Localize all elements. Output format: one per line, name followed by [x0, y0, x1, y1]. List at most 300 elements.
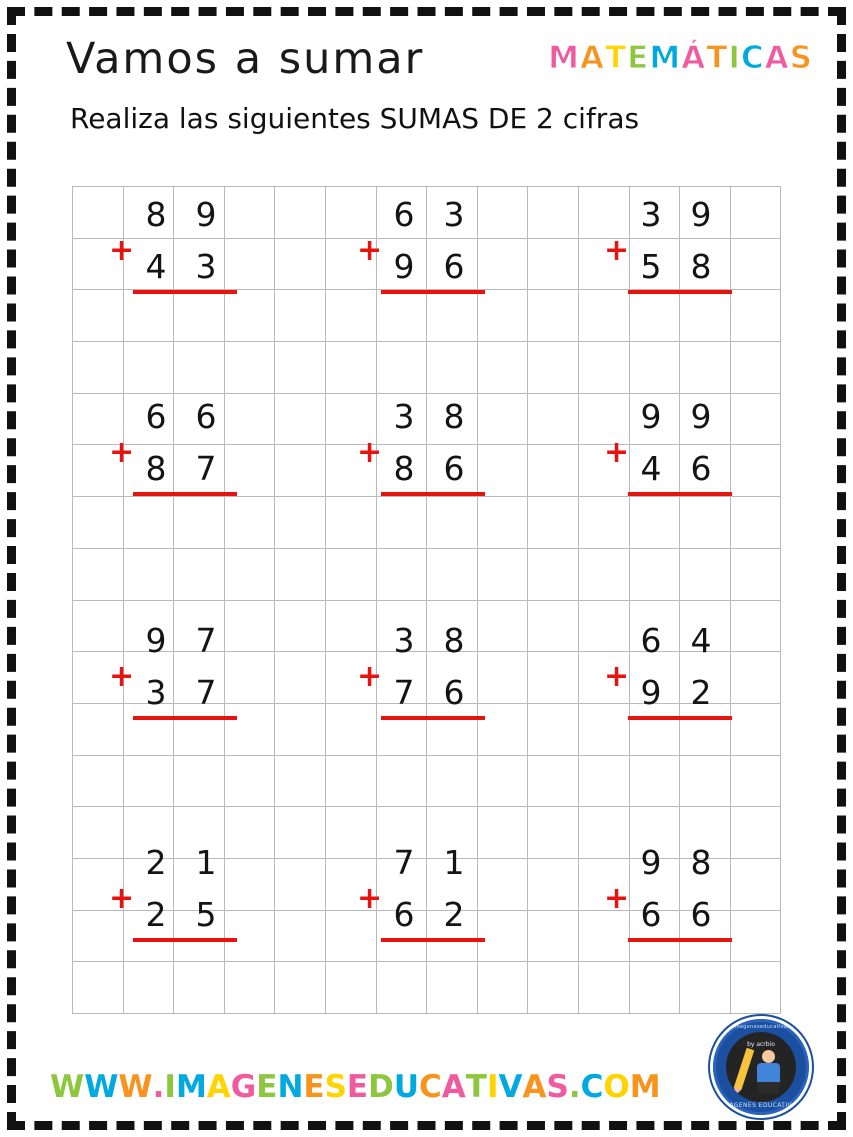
grid-cell[interactable]: [376, 652, 427, 704]
grid-cell[interactable]: [73, 393, 124, 445]
grid-cell[interactable]: [376, 342, 427, 394]
grid-cell[interactable]: [730, 445, 781, 497]
grid-cell[interactable]: [174, 652, 225, 704]
grid-cell[interactable]: [578, 187, 629, 239]
grid-cell[interactable]: [224, 497, 275, 549]
grid-cell[interactable]: [275, 755, 326, 807]
addend2-tens: 5: [640, 247, 662, 286]
grid-cell[interactable]: [123, 342, 174, 394]
grid-cell[interactable]: [123, 445, 174, 497]
grid-cell[interactable]: [123, 652, 174, 704]
grid-cell[interactable]: [629, 445, 680, 497]
footer-url-letter: T: [465, 1069, 487, 1105]
grid-cell[interactable]: [528, 290, 579, 342]
grid-cell[interactable]: [578, 807, 629, 859]
grid-cell[interactable]: [730, 910, 781, 962]
grid-cell[interactable]: [730, 858, 781, 910]
grid-cell[interactable]: [528, 238, 579, 290]
grid-cell[interactable]: [477, 600, 528, 652]
grid-cell[interactable]: [730, 703, 781, 755]
footer-url-letter: C: [419, 1069, 442, 1105]
grid-cell[interactable]: [730, 600, 781, 652]
addend2-tens: 8: [393, 449, 415, 488]
grid-cell[interactable]: [730, 342, 781, 394]
grid-cell[interactable]: [376, 238, 427, 290]
grid-cell[interactable]: [629, 342, 680, 394]
footer-url-letter: A: [206, 1069, 231, 1105]
grid-cell[interactable]: [275, 548, 326, 600]
grid-row: [73, 807, 781, 859]
footer-url-letter: W: [84, 1069, 119, 1105]
grid-cell[interactable]: [427, 445, 478, 497]
grid-cell[interactable]: [680, 703, 731, 755]
addend2-ones: 6: [443, 247, 465, 286]
grid-cell[interactable]: [427, 548, 478, 600]
grid-cell[interactable]: [477, 187, 528, 239]
grid-cell[interactable]: [275, 807, 326, 859]
grid-cell[interactable]: [477, 962, 528, 1014]
addend2-tens: 9: [640, 673, 662, 712]
grid-cell[interactable]: [680, 445, 731, 497]
addend1-ones: 9: [195, 195, 217, 234]
grid-cell[interactable]: [325, 393, 376, 445]
grid-cell[interactable]: [578, 445, 629, 497]
grid-cell[interactable]: [680, 858, 731, 910]
grid-cell[interactable]: [427, 393, 478, 445]
grid-row: [73, 703, 781, 755]
grid-cell[interactable]: [275, 962, 326, 1014]
grid-cell[interactable]: [730, 755, 781, 807]
grid-cell[interactable]: [73, 290, 124, 342]
footer-url-letter: U: [393, 1069, 420, 1105]
subject-letter: Á: [681, 40, 707, 76]
footer-url-letter: G: [230, 1069, 257, 1105]
grid-cell[interactable]: [123, 497, 174, 549]
addend1-ones: 1: [195, 843, 217, 882]
grid-cell[interactable]: [73, 445, 124, 497]
grid-cell[interactable]: [528, 600, 579, 652]
grid-cell[interactable]: [224, 858, 275, 910]
grid-cell[interactable]: [578, 290, 629, 342]
grid-cell[interactable]: [629, 600, 680, 652]
grid-cell[interactable]: [174, 858, 225, 910]
grid-cell[interactable]: [224, 342, 275, 394]
grid-cell[interactable]: [73, 548, 124, 600]
grid-cell[interactable]: [376, 910, 427, 962]
footer-url-letter: W: [50, 1069, 85, 1105]
grid-cell[interactable]: [477, 652, 528, 704]
grid-cell[interactable]: [275, 652, 326, 704]
grid-cell[interactable]: [629, 652, 680, 704]
grid-cell[interactable]: [325, 807, 376, 859]
addend1-ones: 1: [443, 843, 465, 882]
site-logo-badge: [713, 1019, 809, 1115]
grid-cell[interactable]: [578, 962, 629, 1014]
grid-cell[interactable]: [73, 858, 124, 910]
grid-cell[interactable]: [680, 393, 731, 445]
grid-cell[interactable]: [275, 600, 326, 652]
addend2-ones: 5: [195, 895, 217, 934]
grid-cell[interactable]: [578, 910, 629, 962]
addend2-tens: 9: [393, 247, 415, 286]
footer-url-letter: V: [498, 1069, 523, 1105]
grid-cell[interactable]: [629, 187, 680, 239]
grid-cell[interactable]: [174, 703, 225, 755]
grid-cell[interactable]: [629, 962, 680, 1014]
grid-cell[interactable]: [730, 393, 781, 445]
grid-cell[interactable]: [224, 393, 275, 445]
addend1-tens: 2: [145, 843, 167, 882]
grid-cell[interactable]: [680, 497, 731, 549]
grid-cell[interactable]: [325, 342, 376, 394]
plus-operator: +: [604, 659, 630, 694]
addend1-ones: 3: [443, 195, 465, 234]
grid-cell[interactable]: [174, 755, 225, 807]
grid-cell[interactable]: [123, 858, 174, 910]
grid-cell[interactable]: [730, 962, 781, 1014]
grid-cell[interactable]: [224, 652, 275, 704]
grid-cell[interactable]: [680, 910, 731, 962]
grid-cell[interactable]: [477, 342, 528, 394]
grid-cell[interactable]: [578, 342, 629, 394]
grid-cell[interactable]: [528, 497, 579, 549]
grid-cell[interactable]: [123, 910, 174, 962]
grid-cell[interactable]: [174, 962, 225, 1014]
addend2-ones: 7: [195, 449, 217, 488]
grid-row: [73, 548, 781, 600]
grid-row: [73, 393, 781, 445]
grid-row: [73, 910, 781, 962]
footer-url-letter: S: [546, 1069, 569, 1105]
grid-cell[interactable]: [275, 703, 326, 755]
grid-cell[interactable]: [325, 445, 376, 497]
grid-cell[interactable]: [578, 652, 629, 704]
grid-cell[interactable]: [325, 548, 376, 600]
grid-cell[interactable]: [427, 652, 478, 704]
grid-cell[interactable]: [275, 497, 326, 549]
grid-cell[interactable]: [224, 445, 275, 497]
grid-row: [73, 962, 781, 1014]
grid-cell[interactable]: [325, 652, 376, 704]
grid-cell[interactable]: [224, 910, 275, 962]
grid-cell[interactable]: [629, 755, 680, 807]
grid-cell[interactable]: [224, 962, 275, 1014]
grid-cell[interactable]: [528, 962, 579, 1014]
grid-cell[interactable]: [427, 238, 478, 290]
grid-cell[interactable]: [174, 290, 225, 342]
grid-cell[interactable]: [73, 962, 124, 1014]
grid-cell[interactable]: [528, 342, 579, 394]
grid-cell[interactable]: [629, 548, 680, 600]
grid-cell[interactable]: [123, 703, 174, 755]
grid-cell[interactable]: [477, 548, 528, 600]
grid-cell[interactable]: [224, 600, 275, 652]
footer-website-url: [50, 1069, 661, 1105]
grid-cell[interactable]: [174, 187, 225, 239]
grid-cell[interactable]: [629, 238, 680, 290]
grid-cell[interactable]: [275, 290, 326, 342]
footer-url-letter: E: [256, 1069, 278, 1105]
grid-cell[interactable]: [73, 600, 124, 652]
plus-operator: +: [109, 881, 135, 916]
grid-cell[interactable]: [629, 393, 680, 445]
grid-cell[interactable]: [174, 807, 225, 859]
grid-cell[interactable]: [730, 290, 781, 342]
grid-cell[interactable]: [325, 290, 376, 342]
grid-cell[interactable]: [224, 807, 275, 859]
grid-cell[interactable]: [578, 497, 629, 549]
grid-cell[interactable]: [528, 858, 579, 910]
plus-operator: +: [109, 435, 135, 470]
child-head-icon: [762, 1050, 775, 1063]
grid-cell[interactable]: [578, 548, 629, 600]
grid-cell[interactable]: [73, 187, 124, 239]
addend1-tens: 3: [393, 397, 415, 436]
grid-cell[interactable]: [680, 962, 731, 1014]
addend2-tens: 4: [145, 247, 167, 286]
grid-cell[interactable]: [275, 342, 326, 394]
grid-cell[interactable]: [73, 755, 124, 807]
grid-cell[interactable]: [376, 393, 427, 445]
grid-cell[interactable]: [73, 910, 124, 962]
footer-url-letter: E: [303, 1069, 325, 1105]
grid-cell[interactable]: [174, 238, 225, 290]
grid-cell[interactable]: [73, 807, 124, 859]
grid-cell[interactable]: [325, 910, 376, 962]
grid-cell[interactable]: [477, 703, 528, 755]
grid-cell[interactable]: [224, 755, 275, 807]
grid-row: [73, 445, 781, 497]
grid-cell[interactable]: [680, 807, 731, 859]
grid-cell[interactable]: [578, 858, 629, 910]
addend1-tens: 6: [393, 195, 415, 234]
grid-cell[interactable]: [325, 755, 376, 807]
addend1-ones: 9: [690, 397, 712, 436]
grid-cell[interactable]: [427, 497, 478, 549]
plus-operator: +: [604, 233, 630, 268]
grid-cell[interactable]: [224, 548, 275, 600]
grid-cell[interactable]: [123, 548, 174, 600]
grid-cell[interactable]: [528, 652, 579, 704]
grid-cell[interactable]: [730, 807, 781, 859]
grid-cell[interactable]: [275, 238, 326, 290]
addend2-tens: 6: [393, 895, 415, 934]
grid-cell[interactable]: [174, 342, 225, 394]
grid-cell[interactable]: [376, 962, 427, 1014]
grid-cell[interactable]: [174, 393, 225, 445]
grid-cell[interactable]: [528, 445, 579, 497]
grid-cell[interactable]: [224, 238, 275, 290]
grid-cell[interactable]: [325, 858, 376, 910]
grid-cell[interactable]: [325, 703, 376, 755]
grid-row: [73, 238, 781, 290]
grid-cell[interactable]: [73, 342, 124, 394]
grid-cell[interactable]: [427, 858, 478, 910]
grid-cell[interactable]: [427, 342, 478, 394]
grid-cell[interactable]: [629, 497, 680, 549]
plus-operator: +: [357, 233, 383, 268]
grid-cell[interactable]: [123, 755, 174, 807]
addend1-ones: 8: [443, 397, 465, 436]
grid-cell[interactable]: [680, 187, 731, 239]
footer-url-letter: S: [324, 1069, 347, 1105]
grid-cell[interactable]: [477, 858, 528, 910]
footer-url-letter: W: [118, 1069, 153, 1105]
grid-cell[interactable]: [477, 445, 528, 497]
grid-cell[interactable]: [73, 238, 124, 290]
addend1-ones: 8: [690, 843, 712, 882]
pencil-icon: [734, 1048, 755, 1090]
grid-cell[interactable]: [275, 187, 326, 239]
grid-cell[interactable]: [528, 393, 579, 445]
footer-url-letter: A: [441, 1069, 466, 1105]
plus-operator: +: [604, 435, 630, 470]
grid-cell[interactable]: [376, 858, 427, 910]
footer-url-letter: N: [277, 1069, 304, 1105]
grid-cell[interactable]: [224, 290, 275, 342]
subject-letter: M: [649, 40, 682, 76]
grid-cell[interactable]: [376, 548, 427, 600]
subject-letter: T: [706, 40, 729, 76]
grid-cell[interactable]: [528, 910, 579, 962]
grid-cell[interactable]: [477, 238, 528, 290]
grid-cell[interactable]: [477, 910, 528, 962]
grid-cell[interactable]: [73, 497, 124, 549]
grid-cell[interactable]: [325, 497, 376, 549]
addend1-tens: 7: [393, 843, 415, 882]
grid-cell[interactable]: [174, 910, 225, 962]
footer-url-letter: C: [580, 1069, 604, 1105]
grid-cell[interactable]: [376, 187, 427, 239]
grid-cell[interactable]: [578, 393, 629, 445]
grid-cell[interactable]: [123, 807, 174, 859]
grid-cell[interactable]: [174, 548, 225, 600]
subject-letter: A: [764, 40, 790, 76]
addend1-tens: 9: [640, 843, 662, 882]
grid-cell[interactable]: [123, 600, 174, 652]
logo-author-text: by acrbio: [747, 1041, 775, 1048]
addend2-ones: 3: [195, 247, 217, 286]
grid-cell[interactable]: [275, 393, 326, 445]
grid-cell[interactable]: [376, 445, 427, 497]
grid-cell[interactable]: [427, 807, 478, 859]
child-body-icon: [757, 1063, 780, 1083]
grid-row: [73, 187, 781, 239]
grid-cell[interactable]: [528, 703, 579, 755]
grid-cell[interactable]: [174, 445, 225, 497]
grid-cell[interactable]: [578, 233, 630, 290]
grid-cell[interactable]: [73, 652, 124, 704]
grid-cell[interactable]: [376, 807, 427, 859]
grid-cell[interactable]: [427, 703, 478, 755]
grid-cell[interactable]: [376, 755, 427, 807]
grid-cell[interactable]: [325, 962, 376, 1014]
grid-cell[interactable]: [224, 187, 275, 239]
grid-cell[interactable]: [73, 703, 124, 755]
grid-cell[interactable]: [680, 548, 731, 600]
addend2-ones: 6: [443, 449, 465, 488]
grid-cell[interactable]: [528, 807, 579, 859]
grid-cell[interactable]: [224, 703, 275, 755]
grid-cell[interactable]: [275, 858, 326, 910]
grid-cell[interactable]: [629, 290, 680, 342]
grid-cell[interactable]: [629, 910, 680, 962]
grid-cell[interactable]: [325, 238, 376, 290]
grid-cell[interactable]: [730, 652, 781, 704]
grid-cell[interactable]: [578, 755, 629, 807]
grid-cell[interactable]: [477, 755, 528, 807]
grid-cell[interactable]: [477, 290, 528, 342]
grid-cell[interactable]: [578, 703, 629, 755]
grid-cell[interactable]: [376, 497, 427, 549]
grid-cell[interactable]: [730, 187, 781, 239]
addend2-ones: 6: [443, 673, 465, 712]
grid-cell[interactable]: [427, 290, 478, 342]
addend2-tens: 8: [145, 449, 167, 488]
grid-cell[interactable]: [680, 755, 731, 807]
grid-cell[interactable]: [123, 187, 174, 239]
grid-cell[interactable]: [427, 910, 478, 962]
grid-cell[interactable]: [376, 703, 427, 755]
addend2-ones: 2: [443, 895, 465, 934]
grid-cell[interactable]: [477, 393, 528, 445]
grid-cell[interactable]: [680, 652, 731, 704]
plus-operator: +: [357, 881, 383, 916]
grid-cell[interactable]: [528, 187, 579, 239]
grid-cell[interactable]: [376, 290, 427, 342]
grid-cell[interactable]: [477, 807, 528, 859]
addend1-ones: 4: [690, 621, 712, 660]
grid-cell[interactable]: [629, 858, 680, 910]
grid-cell[interactable]: [730, 238, 781, 290]
subject-letter: S: [789, 40, 813, 76]
grid-cell[interactable]: [477, 497, 528, 549]
grid-cell[interactable]: [730, 497, 781, 549]
grid-cell[interactable]: [325, 187, 376, 239]
grid-cell[interactable]: [680, 238, 731, 290]
grid-cell[interactable]: [427, 600, 478, 652]
grid-cell[interactable]: [123, 290, 174, 342]
grid-cell[interactable]: [275, 445, 326, 497]
grid-cell[interactable]: [123, 962, 174, 1014]
grid-cell[interactable]: [680, 342, 731, 394]
grid-cell[interactable]: [427, 755, 478, 807]
grid-cell[interactable]: [275, 910, 326, 962]
grid-cell[interactable]: [629, 807, 680, 859]
grid-cell[interactable]: [629, 703, 680, 755]
grid-cell[interactable]: [578, 600, 629, 652]
grid-cell[interactable]: [123, 393, 174, 445]
footer-url-letter: I: [164, 1069, 176, 1105]
grid-cell[interactable]: [680, 600, 731, 652]
addend1-tens: 6: [640, 621, 662, 660]
footer-url-letter: M: [175, 1069, 207, 1105]
grid-cell[interactable]: [325, 600, 376, 652]
grid-cell[interactable]: [427, 187, 478, 239]
grid-cell[interactable]: [528, 548, 579, 600]
grid-cell[interactable]: [174, 497, 225, 549]
grid-cell[interactable]: [427, 962, 478, 1014]
subject-letter: I: [728, 40, 741, 76]
grid-cell[interactable]: [123, 238, 174, 290]
subject-heading: [548, 40, 813, 76]
grid-cell[interactable]: [528, 755, 579, 807]
grid-cell[interactable]: [376, 600, 427, 652]
footer-url-letter: D: [368, 1069, 394, 1105]
grid-cell[interactable]: [680, 290, 731, 342]
grid-cell[interactable]: [174, 600, 225, 652]
grid-cell[interactable]: [730, 548, 781, 600]
